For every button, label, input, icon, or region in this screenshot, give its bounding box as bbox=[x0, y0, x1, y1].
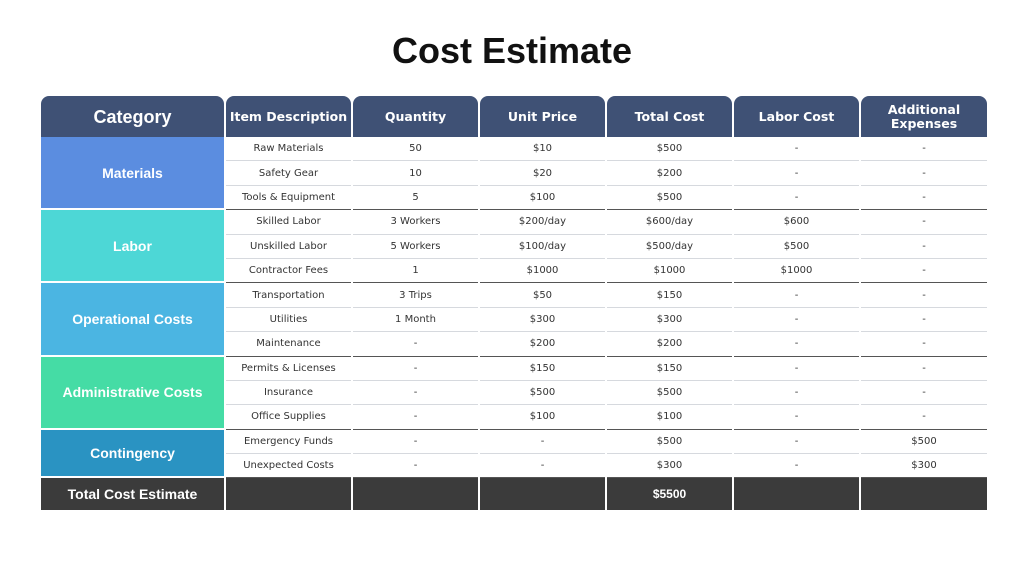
table-cell: $50 bbox=[480, 283, 605, 307]
table-cell: - bbox=[734, 137, 859, 161]
table-cell: - bbox=[353, 332, 478, 356]
category-cell: Contingency bbox=[41, 430, 224, 479]
table-cell: $150 bbox=[480, 357, 605, 381]
table-cell: 3 Trips bbox=[353, 283, 478, 307]
table-cell: - bbox=[480, 430, 605, 454]
table-cell: $500/day bbox=[607, 235, 732, 259]
table-cell: $100/day bbox=[480, 235, 605, 259]
cost-estimate-table bbox=[41, 96, 984, 517]
table-cell: - bbox=[861, 283, 987, 307]
table-cell: $200 bbox=[607, 332, 732, 356]
table-cell: - bbox=[480, 454, 605, 478]
table-cell: - bbox=[734, 308, 859, 332]
table-cell: $10 bbox=[480, 137, 605, 161]
table-cell: Contractor Fees bbox=[226, 259, 351, 283]
category-cell: Labor bbox=[41, 210, 224, 283]
table-cell: $500 bbox=[607, 186, 732, 210]
table-cell: - bbox=[861, 235, 987, 259]
total-cell-empty bbox=[226, 478, 351, 510]
table-cell: - bbox=[861, 186, 987, 210]
table-cell: 1 bbox=[353, 259, 478, 283]
table-cell: Utilities bbox=[226, 308, 351, 332]
total-cell-empty bbox=[861, 478, 987, 510]
table-cell: 3 Workers bbox=[353, 210, 478, 234]
table-cell: - bbox=[734, 405, 859, 429]
table-cell: - bbox=[861, 259, 987, 283]
table-cell: $100 bbox=[480, 405, 605, 429]
table-cell: - bbox=[861, 161, 987, 185]
table-cell: $150 bbox=[607, 283, 732, 307]
category-cell: Operational Costs bbox=[41, 283, 224, 356]
table-cell: $500 bbox=[607, 137, 732, 161]
table-cell: - bbox=[861, 137, 987, 161]
column-header: Quantity bbox=[353, 96, 478, 137]
column-header: Total Cost bbox=[607, 96, 732, 137]
table-cell: - bbox=[861, 357, 987, 381]
table-cell: $1000 bbox=[607, 259, 732, 283]
total-cell-empty bbox=[480, 478, 605, 510]
table-cell: - bbox=[353, 405, 478, 429]
table-cell: 5 bbox=[353, 186, 478, 210]
total-cost-value: $5500 bbox=[607, 478, 732, 510]
total-label: Total Cost Estimate bbox=[41, 478, 224, 510]
table-cell: 1 Month bbox=[353, 308, 478, 332]
table-cell: $500 bbox=[607, 381, 732, 405]
table-cell: - bbox=[353, 357, 478, 381]
table-cell: - bbox=[734, 186, 859, 210]
page-title: Cost Estimate bbox=[391, 30, 633, 71]
table-cell: - bbox=[353, 454, 478, 478]
table-cell: $200 bbox=[607, 161, 732, 185]
table-cell: $100 bbox=[607, 405, 732, 429]
table-cell: 10 bbox=[353, 161, 478, 185]
table-cell: Maintenance bbox=[226, 332, 351, 356]
table-cell: Raw Materials bbox=[226, 137, 351, 161]
table-cell: - bbox=[734, 283, 859, 307]
table-cell: Safety Gear bbox=[226, 161, 351, 185]
table-cell: Insurance bbox=[226, 381, 351, 405]
total-cell-empty bbox=[353, 478, 478, 510]
table-cell: $150 bbox=[607, 357, 732, 381]
table-cell: $300 bbox=[861, 454, 987, 478]
table-cell: $1000 bbox=[734, 259, 859, 283]
table-cell: Permits & Licenses bbox=[226, 357, 351, 381]
table-cell: $300 bbox=[607, 454, 732, 478]
table-cell: - bbox=[734, 357, 859, 381]
column-header: Labor Cost bbox=[734, 96, 859, 137]
table-cell: 50 bbox=[353, 137, 478, 161]
table-cell: - bbox=[734, 332, 859, 356]
table-cell: Emergency Funds bbox=[226, 430, 351, 454]
category-cell: Administrative Costs bbox=[41, 357, 224, 430]
table-cell: $20 bbox=[480, 161, 605, 185]
table-cell: - bbox=[861, 405, 987, 429]
table-cell: - bbox=[861, 332, 987, 356]
table-cell: - bbox=[353, 430, 478, 454]
table-cell: $200/day bbox=[480, 210, 605, 234]
table-cell: $600/day bbox=[607, 210, 732, 234]
table-cell: - bbox=[734, 381, 859, 405]
table-cell: $500 bbox=[607, 430, 732, 454]
table-cell: Tools & Equipment bbox=[226, 186, 351, 210]
table-cell: - bbox=[861, 210, 987, 234]
table-cell: $100 bbox=[480, 186, 605, 210]
table-cell: - bbox=[734, 161, 859, 185]
table-cell: $200 bbox=[480, 332, 605, 356]
table-cell: 5 Workers bbox=[353, 235, 478, 259]
table-cell: $500 bbox=[734, 235, 859, 259]
table-cell: $500 bbox=[861, 430, 987, 454]
table-cell: Unskilled Labor bbox=[226, 235, 351, 259]
table-cell: - bbox=[734, 454, 859, 478]
table-cell: $300 bbox=[607, 308, 732, 332]
table-cell: Office Supplies bbox=[226, 405, 351, 429]
table-cell: - bbox=[861, 381, 987, 405]
table-cell: $600 bbox=[734, 210, 859, 234]
table-cell: Transportation bbox=[226, 283, 351, 307]
table-cell: - bbox=[861, 308, 987, 332]
table-cell: Skilled Labor bbox=[226, 210, 351, 234]
table-cell: $500 bbox=[480, 381, 605, 405]
column-header: Additional Expenses bbox=[861, 96, 987, 137]
table-cell: - bbox=[734, 430, 859, 454]
column-header: Category bbox=[41, 96, 224, 137]
column-header: Item Description bbox=[226, 96, 351, 137]
table-cell: $300 bbox=[480, 308, 605, 332]
column-header: Unit Price bbox=[480, 96, 605, 137]
table-cell: $1000 bbox=[480, 259, 605, 283]
category-cell: Materials bbox=[41, 137, 224, 210]
table-cell: - bbox=[353, 381, 478, 405]
total-cell-empty bbox=[734, 478, 859, 510]
table-cell: Unexpected Costs bbox=[226, 454, 351, 478]
